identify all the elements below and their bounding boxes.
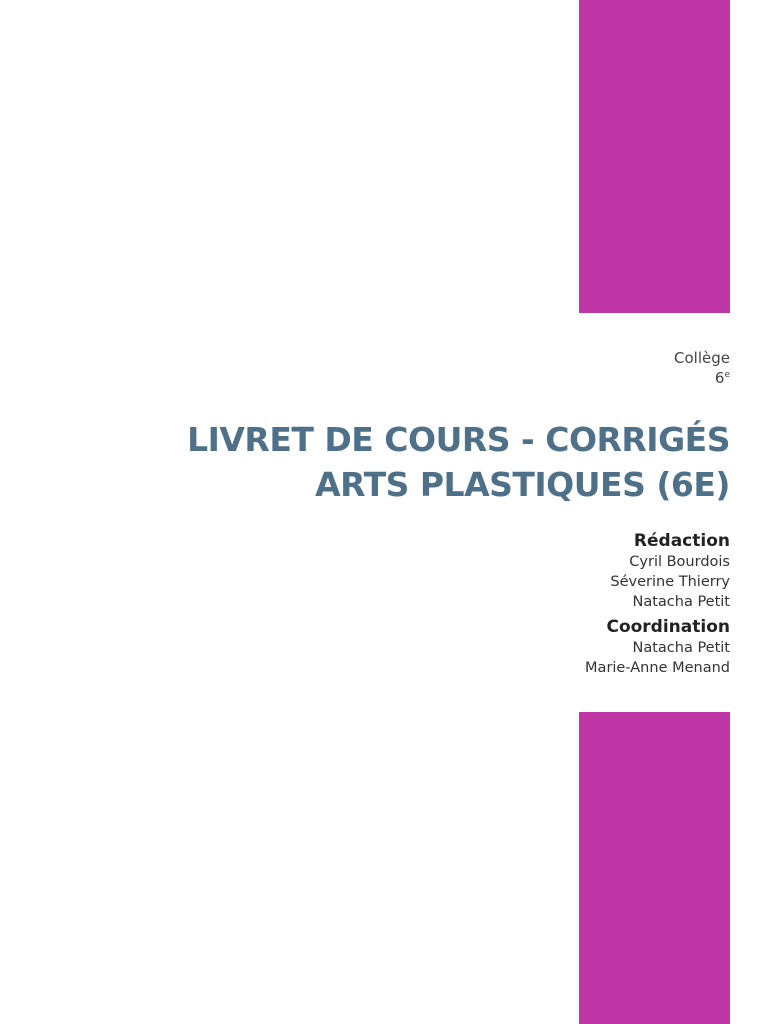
level-block	[674, 348, 730, 388]
decorative-band-bottom	[579, 712, 730, 1024]
title-line-2: ARTS PLASTIQUES (6E)	[315, 465, 730, 504]
credits	[585, 530, 730, 678]
credit-group-coordination	[585, 616, 730, 678]
school-level: Collège	[674, 349, 730, 367]
grade-number: 6	[714, 369, 725, 387]
title-line-1: LIVRET DE COURS - CORRIGÉS	[187, 420, 730, 459]
credit-role: Rédaction	[633, 531, 730, 551]
credit-name: Cyril Bourdois	[629, 554, 730, 570]
credit-name: Marie-Anne Menand	[585, 660, 730, 676]
credit-name: Séverine Thierry	[610, 574, 730, 590]
credit-role: Coordination	[606, 617, 730, 637]
document-title	[187, 417, 730, 507]
decorative-band-top	[579, 0, 730, 313]
grade-suffix: e	[724, 370, 730, 380]
credit-name: Natacha Petit	[632, 640, 730, 656]
credit-name: Natacha Petit	[632, 594, 730, 610]
credit-group-redaction	[585, 530, 730, 612]
grade-level	[674, 368, 730, 388]
